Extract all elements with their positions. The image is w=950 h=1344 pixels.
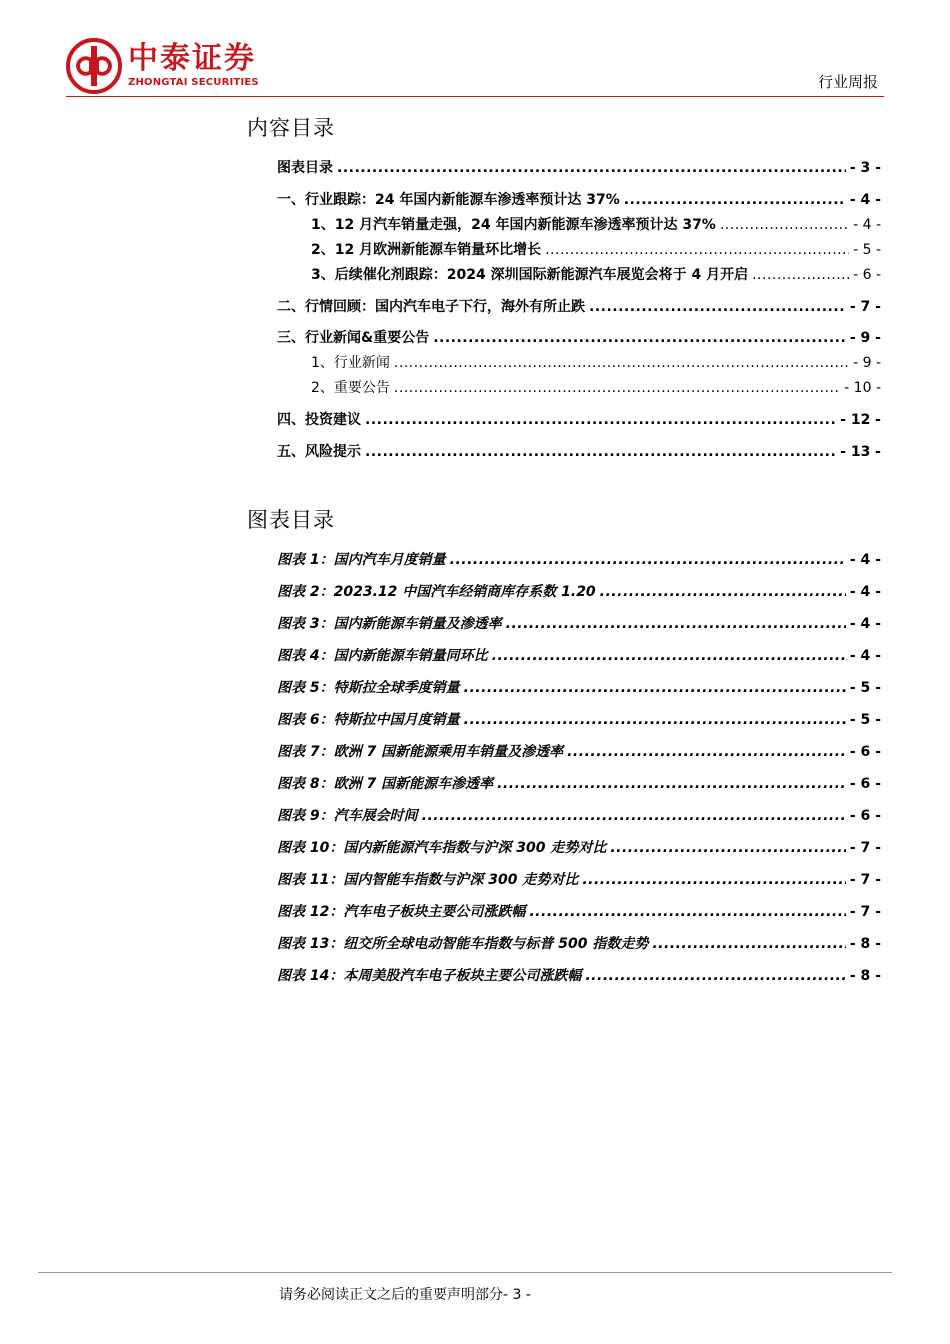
figure-entry[interactable]: 图表 13：纽交所全球电动智能车指数与标普 500 指数走势 ..... - 8 - <box>277 933 881 953</box>
footer-divider <box>38 1272 892 1273</box>
figure-entry[interactable]: 图表 14：本周美股汽车电子板块主要公司涨跌幅 ..... - 8 - <box>277 965 881 985</box>
figure-entry[interactable]: 图表 8：欧洲 7 国新能源车渗透率 ..... - 6 - <box>277 773 881 793</box>
toc-entry[interactable]: 图表目录 ..... - 3 - <box>277 157 881 177</box>
figure-entry[interactable]: 图表 7：欧洲 7 国新能源乘用车销量及渗透率 ..... - 6 - <box>277 741 881 761</box>
toc-entry[interactable]: 1、行业新闻 ..... - 9 - <box>311 352 881 372</box>
footer-disclaimer: 请务必阅读正文之后的重要声明部分- 3 - <box>279 1287 531 1303</box>
company-logo <box>66 38 259 94</box>
figure-entry[interactable]: 图表 6：特斯拉中国月度销量 ..... - 5 - <box>277 709 881 729</box>
toc-entry[interactable]: 三、行业新闻&重要公告 ..... - 9 - <box>277 327 881 347</box>
figure-entry[interactable]: 图表 4：国内新能源车销量同环比 ..... - 4 - <box>277 645 881 665</box>
toc-entry[interactable]: 一、行业跟踪：24 年国内新能源车渗透率预计达 37% ..... - 4 - <box>277 189 881 209</box>
zhongtai-logo-icon <box>66 38 122 94</box>
toc-entry[interactable]: 二、行情回顾：国内汽车电子下行，海外有所止跌 ..... - 7 - <box>277 296 881 316</box>
figure-entry[interactable]: 图表 12：汽车电子板块主要公司涨跌幅 ..... - 7 - <box>277 901 881 921</box>
figure-entry[interactable]: 图表 11：国内智能车指数与沪深 300 走势对比 ..... - 7 - <box>277 869 881 889</box>
toc-entry[interactable]: 2、12 月欧洲新能源车销量环比增长 ..... - 5 - <box>311 239 881 259</box>
contents-title: 内容目录 <box>247 116 335 140</box>
toc-entry[interactable]: 3、后续催化剂跟踪：2024 深圳国际新能源汽车展览会将于 4 月开启 ..... - 6 - <box>311 264 881 284</box>
figure-entry[interactable]: 图表 9：汽车展会时间 ..... - 6 - <box>277 805 881 825</box>
figure-entry[interactable]: 图表 3：国内新能源车销量及渗透率 ..... - 4 - <box>277 613 881 633</box>
figure-entry[interactable]: 图表 10：国内新能源汽车指数与沪深 300 走势对比 ..... - 7 - <box>277 837 881 857</box>
toc-entry[interactable]: 2、重要公告 ..... - 10 - <box>311 377 881 397</box>
toc-entry[interactable]: 1、12 月汽车销量走强，24 年国内新能源车渗透率预计达 37% ..... - 4 - <box>311 214 881 234</box>
logo-chinese-name: 中泰证券 <box>128 41 256 76</box>
toc-entry[interactable]: 五、风险提示 ..... - 13 - <box>277 441 881 461</box>
document-type: 行业周报 <box>817 73 878 91</box>
figure-entry[interactable]: 图表 2：2023.12 中国汽车经销商库存系数 1.20 ..... - 4 - <box>277 581 881 601</box>
figure-entry[interactable]: 图表 5：特斯拉全球季度销量 ..... - 5 - <box>277 677 881 697</box>
header-divider <box>66 96 884 97</box>
figures-title: 图表目录 <box>247 508 335 532</box>
toc-entry[interactable]: 四、投资建议 ..... - 12 - <box>277 409 881 429</box>
figure-entry[interactable]: 图表 1：国内汽车月度销量 ..... - 4 - <box>277 549 881 569</box>
logo-english-name: ZHONGTAI SECURITIES <box>128 77 259 88</box>
